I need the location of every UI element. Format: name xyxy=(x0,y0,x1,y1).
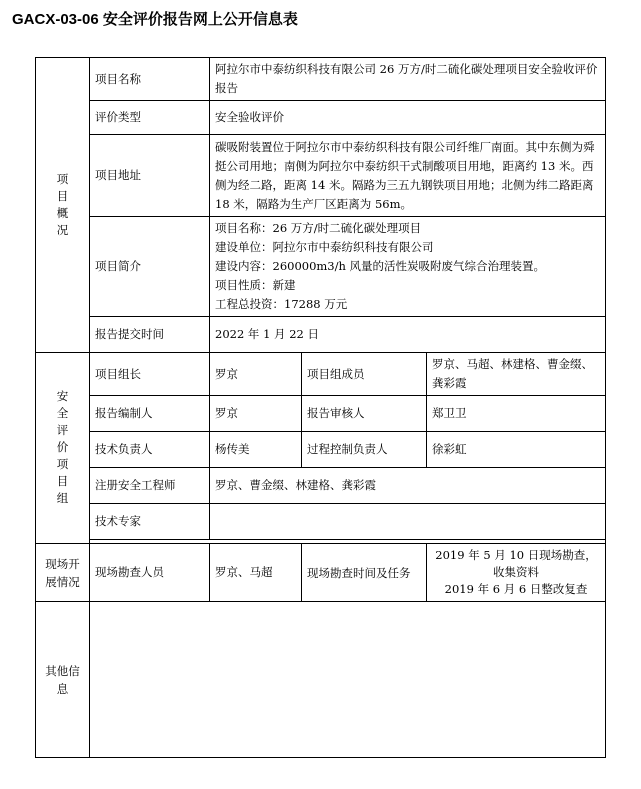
intro-line: 工程总投资：17288 万元 xyxy=(215,297,348,311)
leader-label: 项目组长 xyxy=(90,353,210,396)
tech-label: 技术负责人 xyxy=(90,432,210,468)
author-value: 罗京 xyxy=(210,396,302,432)
survey-time-line: 2019 年 6 月 6 日整改复查 xyxy=(444,582,588,596)
reviewer-label: 报告审核人 xyxy=(302,396,427,432)
other-value xyxy=(90,602,606,758)
process-value: 徐彩虹 xyxy=(427,432,606,468)
survey-time-label: 现场勘查时间及任务 xyxy=(302,544,427,602)
intro-line: 项目名称：26 万方/时二硫化碳处理项目 xyxy=(215,221,422,235)
project-name-label: 项目名称 xyxy=(90,58,210,101)
eval-type-value: 安全验收评价 xyxy=(210,101,606,135)
members-value: 罗京、马超、林建格、曹金缀、龚彩霞 xyxy=(427,353,606,396)
section-overview: 项目概况 xyxy=(36,58,90,353)
section-team: 安全评价项目组 xyxy=(36,353,90,544)
submit-date-label: 报告提交时间 xyxy=(90,317,210,353)
survey-time-line: 收集资料 xyxy=(493,565,540,579)
experts-label: 技术专家 xyxy=(90,504,210,540)
survey-label: 现场勘查人员 xyxy=(90,544,210,602)
submit-date-value: 2022 年 1 月 22 日 xyxy=(210,317,606,353)
reviewer-value: 郑卫卫 xyxy=(427,396,606,432)
intro-line: 建设内容：260000m3/h 风量的活性炭吸附废气综合治理装置。 xyxy=(215,259,546,273)
address-value: 碳吸附装置位于阿拉尔市中泰纺织科技有限公司纤维厂南面。其中东侧为舜挺公司用地；南侧为阿拉尔中泰纺织干式制酸项目用地，距离约 13 米。西侧为经二路，距离 14 米。隔路为三五九钢铁项目用地；北侧为纬二路距离 18 米，隔路为生产厂区距离为 56m。 xyxy=(210,135,606,217)
author-label: 报告编制人 xyxy=(90,396,210,432)
tech-value: 杨传美 xyxy=(210,432,302,468)
project-name-value: 阿拉尔市中泰纺织科技有限公司 26 万方/时二硫化碳处理项目安全验收评价报告 xyxy=(210,58,606,101)
survey-time-line: 2019 年 5 月 10 日现场勘查， xyxy=(435,548,597,562)
leader-value: 罗京 xyxy=(210,353,302,396)
document-title: GACX-03-06 安全评价报告网上公开信息表 xyxy=(12,11,298,28)
intro-value xyxy=(210,217,606,317)
info-table xyxy=(35,57,606,758)
intro-label: 项目简介 xyxy=(90,217,210,317)
process-label: 过程控制负责人 xyxy=(302,432,427,468)
members-label: 项目组成员 xyxy=(302,353,427,396)
eval-type-label: 评价类型 xyxy=(90,101,210,135)
section-other: 其他信息 xyxy=(36,602,90,758)
survey-time-value xyxy=(427,544,606,602)
intro-line: 建设单位：阿拉尔市中泰纺织科技有限公司 xyxy=(215,240,434,254)
engineers-label: 注册安全工程师 xyxy=(90,468,210,504)
address-label: 项目地址 xyxy=(90,135,210,217)
experts-value xyxy=(210,504,606,540)
intro-line: 项目性质：新建 xyxy=(215,278,296,292)
section-field: 现场开展情况 xyxy=(36,544,90,602)
survey-value: 罗京、马超 xyxy=(210,544,302,602)
engineers-value: 罗京、曹金缀、林建格、龚彩霞 xyxy=(210,468,606,504)
